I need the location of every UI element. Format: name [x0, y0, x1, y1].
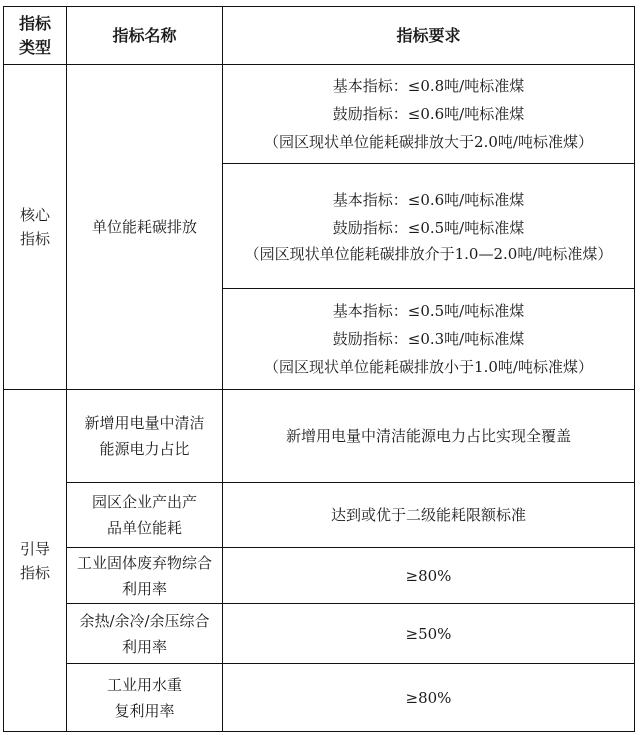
basic-indicator: 基本指标：≤0.8吨/吨标准煤	[332, 77, 525, 95]
guide-row-4	[4, 604, 635, 664]
guide-type-cell: 引导指标	[4, 390, 67, 732]
header-indicator-name: 指标名称	[67, 7, 223, 65]
header-indicator-requirement: 指标要求	[223, 7, 635, 65]
header-indicator-type: 指标类型	[4, 7, 67, 65]
guide-row-5	[4, 664, 635, 732]
guide-requirement-cell: ≥80%	[223, 664, 635, 732]
basic-indicator: 基本指标：≤0.5吨/吨标准煤	[332, 302, 525, 320]
tier-condition: （园区现状单位能耗碳排放小于1.0吨/吨标准煤）	[264, 358, 593, 376]
core-name-cell: 单位能耗碳排放	[67, 65, 223, 390]
guide-requirement-cell: ≥50%	[223, 604, 635, 664]
basic-indicator: 基本指标：≤0.6吨/吨标准煤	[332, 191, 525, 209]
encouraged-indicator: 鼓励指标：≤0.5吨/吨标准煤	[332, 219, 525, 237]
core-tier-3	[223, 289, 635, 390]
guide-name-cell: 园区企业产出产品单位能耗	[67, 483, 223, 548]
core-type-cell: 核心指标	[4, 65, 67, 390]
core-row-1	[4, 65, 635, 164]
guide-name-cell: 新增用电量中清洁能源电力占比	[67, 390, 223, 483]
guide-requirement-cell: 新增用电量中清洁能源电力占比实现全覆盖	[223, 390, 635, 483]
guide-row-2	[4, 483, 635, 548]
header-row	[4, 7, 635, 65]
tier-condition: （园区现状单位能耗碳排放介于1.0—2.0吨/吨标准煤）	[244, 245, 613, 263]
guide-name-cell: 工业固体废弃物综合利用率	[67, 548, 223, 604]
encouraged-indicator: 鼓励指标：≤0.3吨/吨标准煤	[332, 330, 525, 348]
guide-row-3	[4, 548, 635, 604]
guide-row-1	[4, 390, 635, 483]
encouraged-indicator: 鼓励指标：≤0.6吨/吨标准煤	[332, 105, 525, 123]
guide-requirement-cell: ≥80%	[223, 548, 635, 604]
guide-requirement-cell: 达到或优于二级能耗限额标准	[223, 483, 635, 548]
indicator-table	[3, 6, 635, 732]
guide-name-cell: 余热/余冷/余压综合利用率	[67, 604, 223, 664]
guide-name-cell: 工业用水重复利用率	[67, 664, 223, 732]
core-tier-2	[223, 164, 635, 289]
tier-condition: （园区现状单位能耗碳排放大于2.0吨/吨标准煤）	[264, 133, 593, 151]
core-tier-1	[223, 65, 635, 164]
